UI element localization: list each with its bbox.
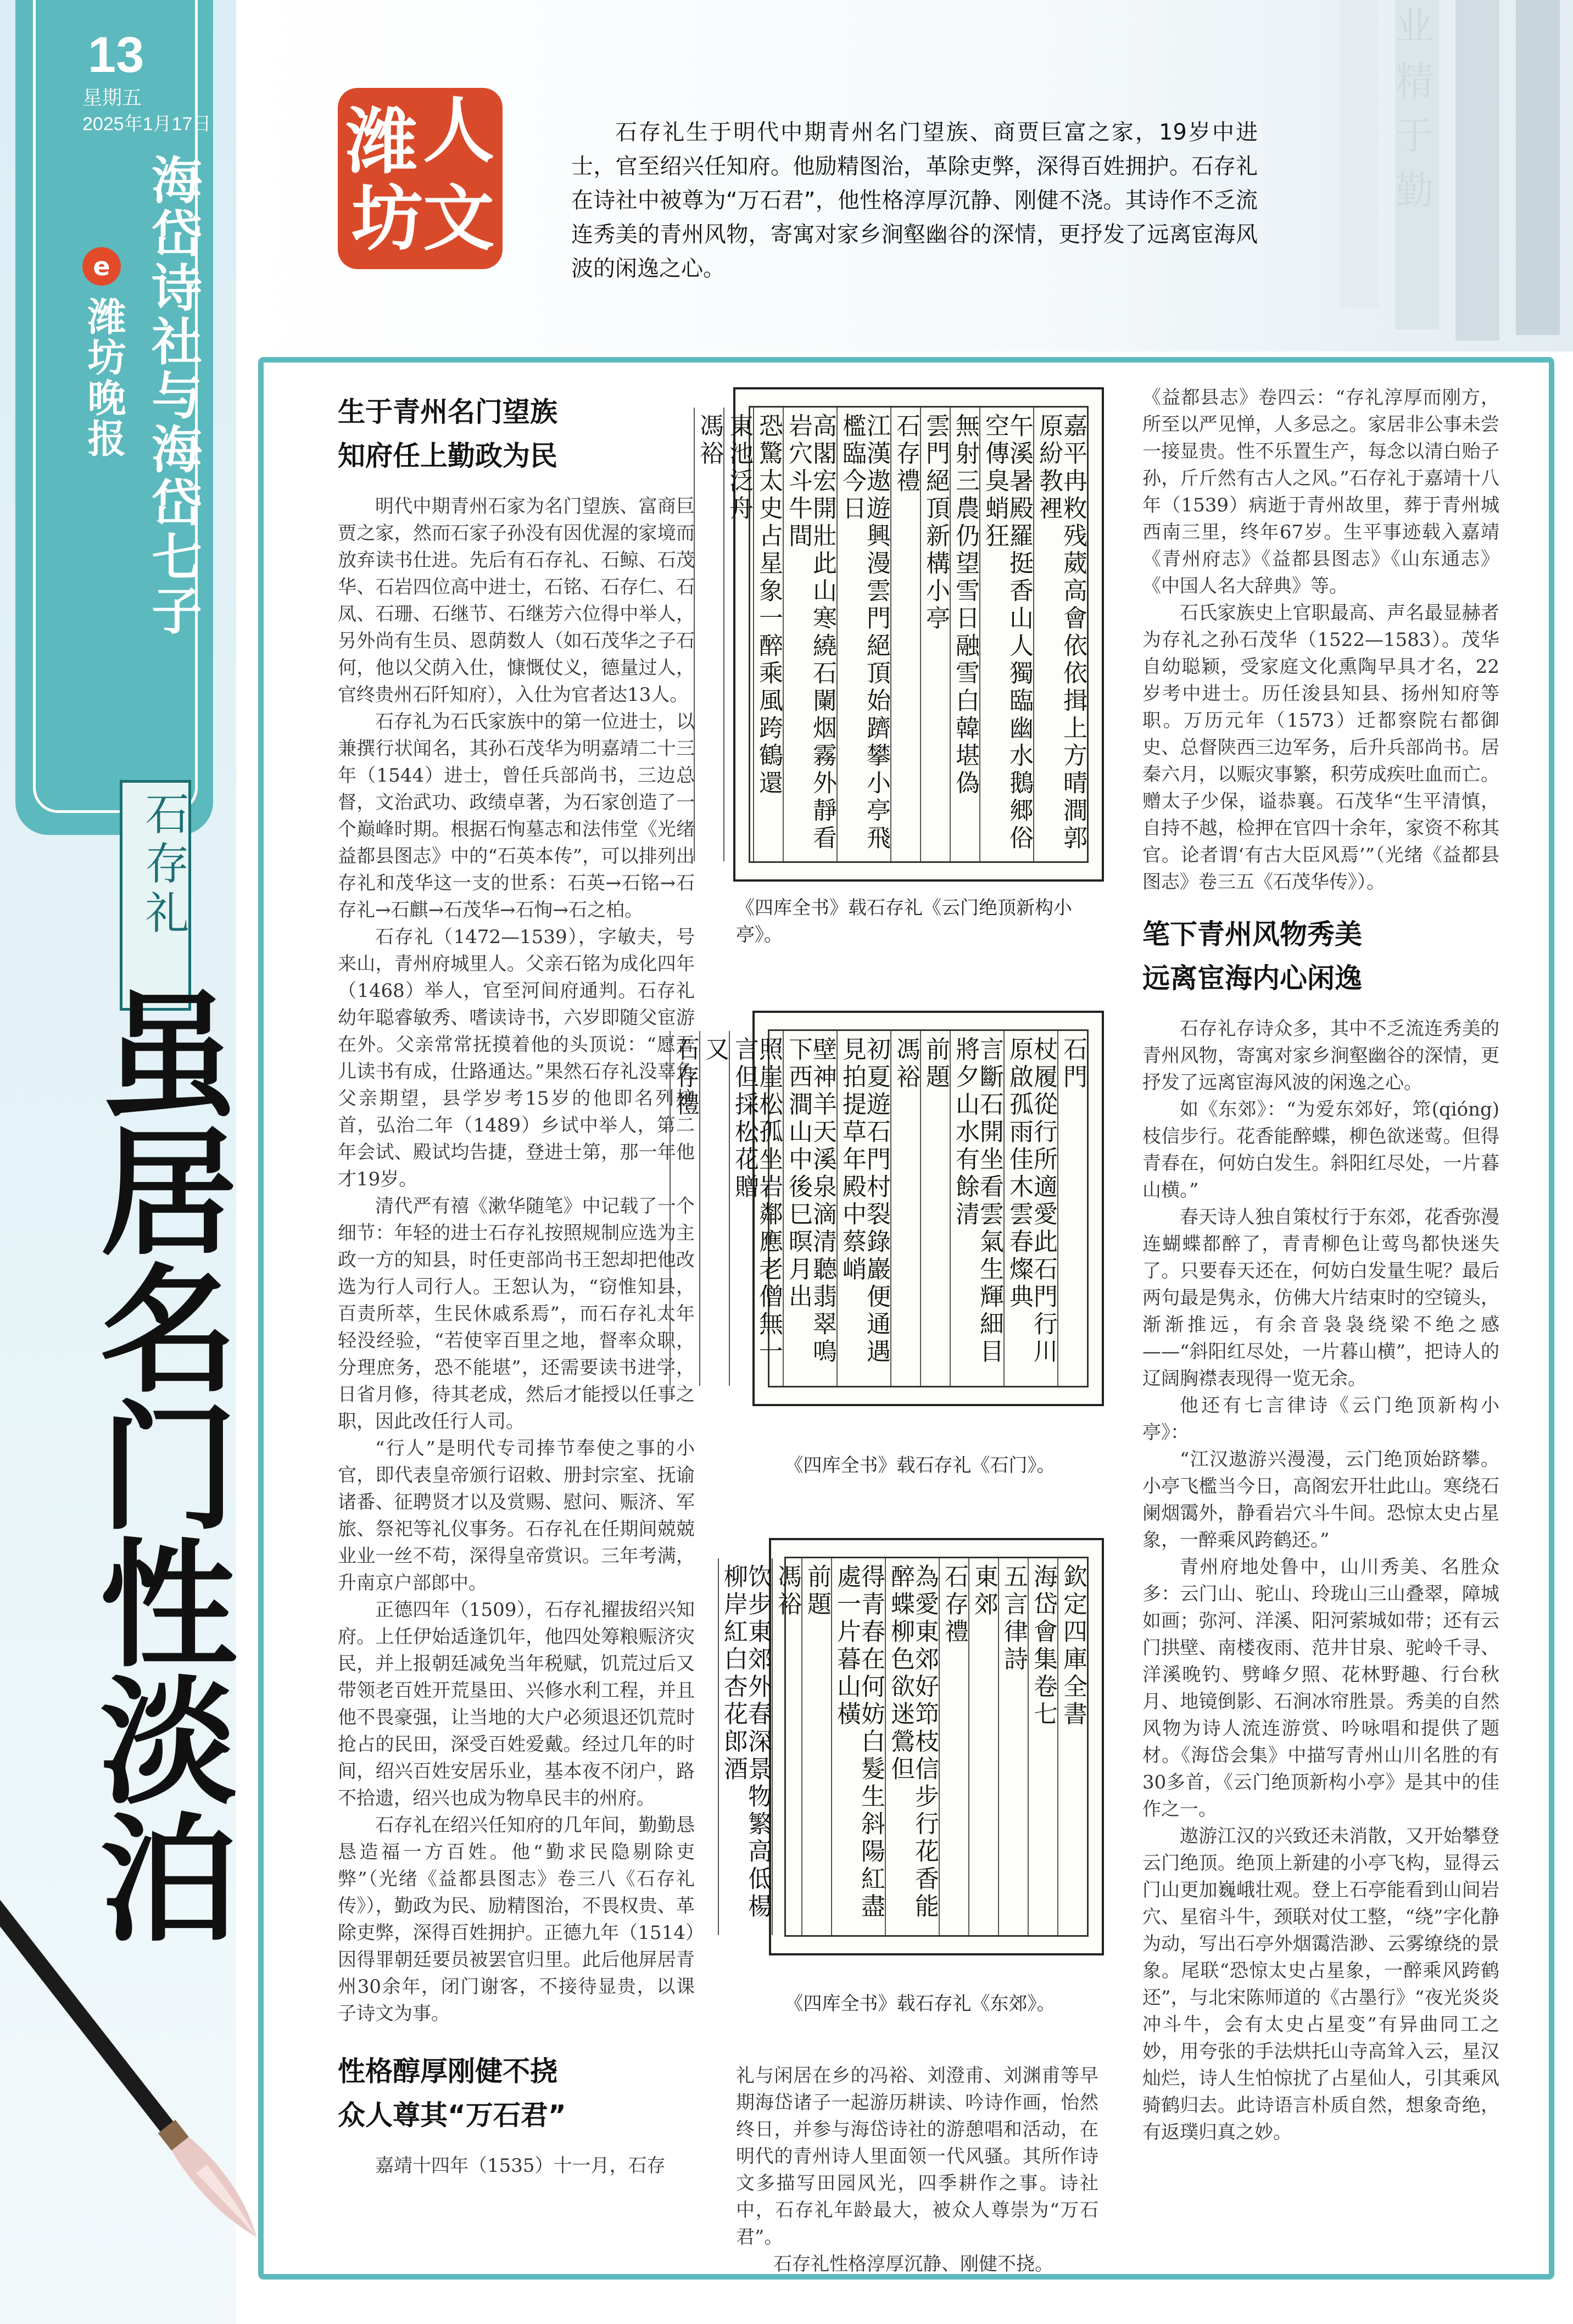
subheading-line: 知府任上勤政为民 [338, 440, 557, 472]
newspaper-logo-icon: e [82, 247, 121, 286]
caption-1: 《四库全书》载石存礼《云门绝顶新构小亭》。 [736, 897, 1072, 946]
paragraph: 正德四年（1509），石存礼擢拔绍兴知府。上任伊始适逢饥年，他四处筹粮赈济灾民，并上报朝廷减免当年税赋，饥荒过后又带领老百姓开荒垦田、兴修水利工程，并且他不畏豪强，让当地的大户必须退还饥荒时抢占的民田，深受百姓爱戴。经过几年的时间，绍兴百姓安居乐业，基本夜不闭户，路不拾遗，绍兴也成为物阜民丰的州府。 [338, 1599, 695, 1809]
paragraph: 石存礼（1472—1539），字敏夫，号来山，青州府城里人。父亲石铭为成化四年（1468）举人，官至河间府通判。石存礼幼年聪睿敏秀、嗜读诗书，六岁即随父宦游在外。父亲常常抚摸着他的头顶说：“愿吾儿读书有成，仕路通达。”果然石存礼没辜负父亲期望，县学岁考15岁的他即名列榜首，弘治二年（1489）乡试中举人，第二年会试、殿试均告捷，登进士第，那一年他才19岁。 [338, 926, 695, 1190]
page-number: 13 [88, 27, 144, 83]
caption-3: 《四库全书》载石存礼《东郊》。 [784, 1993, 1056, 2015]
scan-text-column: 欽定四庫全書 [1057, 1558, 1087, 1935]
column-title-char: 坊 [352, 177, 423, 260]
subheading-line: 众人尊其“万石君” [338, 2099, 566, 2131]
article-column-3 [736, 2063, 1098, 2278]
article-column-1 [338, 384, 695, 2180]
paragraph: 嘉靖十四年（1535）十一月，石存 [375, 2155, 666, 2177]
paragraph: 他还有七言律诗《云门绝顶新构小亭》： [1142, 1395, 1499, 1444]
scan-text-column: 東池泛舟 [723, 408, 753, 861]
newspaper-name: 潍坊晚报 [81, 297, 126, 459]
scan-text-column: 初夏遊石門村裂錄巖便通遇見拍提草年殿中蔡峭 [836, 1031, 890, 1386]
issue-date: 2025年1月17日 [82, 114, 211, 135]
scan-text-column: 饮步東郊外春深景物繁高低楊柳岸紅白杏花郎酒 [718, 1558, 772, 1935]
paragraph: 石存礼为石氏家族中的第一位进士，以兼撰行状闻名，其孙石茂华为明嘉靖二十三年（1544）进士，曾任兵部尚书，三边总督，文治武功、政绩卓著，为石家创造了一个巅峰时期。根据石恂墓志和法伟堂《光绪益都县图志》中的“石英本传”，可以排列出存礼和茂华这一支的世系：石英→石铭→石存礼→石麒→石茂华→石恂→石之柏。 [338, 711, 695, 921]
scan-text-column: 高閣宏開壯此山寒繞石闌烟霧外靜看岩穴斗牛間 [783, 408, 836, 861]
paragraph: 遨游江汉的兴致还未消散，又开始攀登云门绝顶。绝顶上新建的小亭飞构，显得云门山更加巍峨壮观。登上石亭能看到山间岩穴、星宿斗牛，颈联对仗工整，“绕”字化静为动，写出石亭外烟霭浩渺、云雾缭绕的景象。尾联“恐惊太史占星象，一醉乘风跨鹤还”，与北宋陈师道的《古墨行》“夜光炎炎冲斗牛，会有太史占星变”有异曲同工之妙，用夸张的手法烘托山寺高耸入云，星汉灿烂，诗人生怕惊扰了占星仙人，引其乘风骑鹤归去。此诗语言朴质自然，想象奇绝，有返璞归真之妙。 [1142, 1825, 1499, 2143]
scan-text-column: 又 [699, 1031, 729, 1386]
scan-image-3 [719, 1538, 1104, 1955]
scan-text-column: 東郊 [968, 1558, 998, 1935]
scan-text-column: 石門 [1057, 1031, 1087, 1386]
paragraph: 石存礼在绍兴任知府的几年间，勤勤恳恳造福一方百姓。他“勤求民隐剔除吏弊”（光绪《益都县图志》卷三八《石存礼传》），勤政为民、励精图治，不畏权贵、革除吏弊，深得百姓拥护。正德九年（1514）因得罪朝廷要员被罢官归里。此后他屏居青州30余年，闭门谢客，不接待显贵，以课子诗文为事。 [338, 1814, 695, 2025]
weekday: 星期五 [82, 86, 142, 109]
subheading-1 [338, 390, 695, 478]
scan-text-column: 前題 [801, 1558, 831, 1935]
scan-image-1 [695, 387, 1104, 882]
column-title-char: 潍 [346, 100, 418, 183]
intro-paragraph: 石存礼生于明代中期青州名门望族、商贾巨富之家，19岁中进士，官至绍兴任知府。他励精图治，革除吏弊，深得百姓拥护。石存礼在诗社中被尊为“万石君”，他性格淳厚沉静、刚健不浇。其诗作不乏流连秀美的青州风物，寄寓对家乡涧壑幽谷的深情，更抒发了远离宦海风波的闲逸之心。 [571, 120, 1258, 281]
pillars-illustration [1318, 0, 1573, 352]
scan-image-2 [671, 1011, 1104, 1406]
person-name: 石存礼 [138, 791, 189, 939]
scan-text-column: 海岱會集卷七 [1028, 1558, 1057, 1935]
paragraph: “江汉遨游兴漫漫，云门绝顶始跻攀。小亭飞檻当今日，高阁宏开壮此山。寒绕石阑烟霭外，静看岩穴斗牛间。恐惊太史占星象，一醉乘风跨鹤还。” [1142, 1448, 1499, 1551]
scan-text-column: 無射三農仍望雪日融雪白韓堪偽 [950, 408, 979, 861]
brush-illustration [0, 1813, 236, 2307]
scan-text-column: 壁神羊天溪泉滴清聽翡翠鳴下西澗山中後巳暝月出 [783, 1031, 836, 1386]
scan-text-column: 嘉平冉敉残葳高會依依揖上方晴澗郭原紛教裡 [1033, 408, 1087, 861]
scan-text-column: 石存禮 [890, 408, 920, 861]
subheading-3 [1142, 912, 1499, 1000]
scan-text-column: 五言律詩 [998, 1558, 1028, 1935]
subheading-2 [338, 2049, 695, 2137]
scan-text-column: 得青春在何妨白髮生斜陽紅盡處一片暮山橫 [831, 1558, 885, 1935]
column-title [346, 89, 500, 263]
paragraph: 《益都县志》卷四云：“存礼淳厚而刚方，所至以严见惮，人多忌之。家居非公事未尝一接显贵。性不乐置生产，每念以清白贻子孙，斤斤然有古人之风。”石存礼于嘉靖十八年（1539）病逝于青州故里，葬于青州城西南三里，终年67岁。生平事迹载入嘉靖《青州府志》《益都县图志》《山东通志》《中国人名大辞典》等。 [1142, 387, 1499, 597]
scan-text-column: 石存禮 [939, 1558, 968, 1935]
scan-text-column: 照崖松孤坐岩鄰應老僧無一言但採松花贈 [729, 1031, 783, 1386]
motto-watermark: 业精于勤 [1389, 5, 1434, 225]
subheading-line: 笔下青州风物秀美 [1142, 918, 1362, 950]
subheading-line: 远离宦海内心闲逸 [1142, 962, 1362, 994]
paragraph: 石存礼性格淳厚沉静、刚健不挠。 [773, 2253, 1053, 2275]
scan-text-column: 恐驚太史占星象一醉乘風跨鶴還 [753, 408, 783, 861]
scan-text-column: 言斷石開坐看雲氣生輝細目將夕山水有餘清 [950, 1031, 1003, 1386]
paragraph: 青州府地处鲁中，山川秀美、名胜众多：云门山、驼山、玲珑山三山叠翠，障城如画；弥河、洋溪、阳河萦城如带；还有云门拱壁、南楼夜雨、范井甘泉、驼岭千寻、洋溪晚钓、劈峰夕照、花林野趣、行台秋月、地镜倒影、石涧冰帘胜景。秀美的自然风物为诗人流连游赏、吟咏唱和提供了题材。《海岱会集》中描写青州山川名胜的有30多首，《云门绝顶新构小亭》是其中的佳作之一。 [1142, 1556, 1499, 1820]
scan-text-column: 馮裕 [890, 1031, 920, 1386]
headline: 虽居名门性淡泊 [77, 983, 237, 1944]
paragraph: 如《东郊》：“为爱东郊好，筇(qióng)枝信步行。花香能醉蝶，柳色欲迷莺。但得青春在，何妨白发生。斜阳红尽处，一片暮山横。” [1142, 1099, 1499, 1201]
scan-text-column: 午溪暑殿羅挺香山人獨臨幽水鵝郷俗空傳臭蛸狂 [979, 408, 1033, 861]
paragraph: 清代严有禧《漱华随笔》中记载了一个细节：年轻的进士石存礼按照规制应选为主政一方的知县，时任吏部尚书王恕却把他改选为行人司行人。王恕认为，“窃惟知县，百责所萃，生民休戚系焉”，而石存礼太年轻没经验，“若使宰百里之地，督率众职，分理庶务，恐不能堪”，还需要读书进学，日省月修，待其老成，然后才能授以任事之职，因此改任行人司。 [338, 1195, 695, 1433]
paragraph: 春天诗人独自策杖行于东郊，花香弥漫连蝴蝶都醉了，青青柳色让莺鸟都快迷失了。只要春天还在，何妨白发量生呢？最后两句最是隽永，仿佛大片结束时的空镜头，渐渐推远，有余音袅袅绕梁不绝之感——“斜阳红尽处，一片暮山横”，把诗人的辽阔胸襟表现得一览无余。 [1142, 1206, 1499, 1390]
subheading-line: 生于青州名门望族 [338, 396, 557, 428]
paragraph: 礼与闲居在乡的冯裕、刘澄甫、刘渊甫等早期海岱诸子一起游历耕读、吟诗作画，怡然终日，并参与海岱诗社的游憩唱和活动，在明代的青州诗人里面领一代风骚。其所作诗文多描写田园风光，四季耕作之事。诗社中，石存礼年龄最大，被众人尊崇为“万石君”。 [736, 2065, 1098, 2248]
paragraph: 石存礼存诗众多，其中不乏流连秀美的青州风物，寄寓对家乡涧壑幽谷的深情，更抒发了远离宦海风波的闲逸之心。 [1142, 1018, 1499, 1094]
scan-text-column: 馮裕 [772, 1558, 801, 1935]
article-column-4 [1142, 384, 1499, 2146]
season-label: 第二季 [335, 187, 354, 236]
scan-text-column: 杖履從行所適愛此石門行川原啟孤雨佳木雲春燦典 [1003, 1031, 1057, 1386]
scan-text-column: 雲門絕頂新構小亭 [920, 408, 950, 861]
column-title-char: 人 [423, 89, 495, 172]
scan-text-column: 為愛東郊好笻枝信步行花香能醉蝶柳色欲迷鶯但 [885, 1558, 939, 1935]
scan-text-column: 馮裕 [694, 408, 723, 861]
paragraph: 明代中期青州石家为名门望族、富商巨贾之家，然而石家子孙没有因优渥的家境而放弃读书仕进。先后有石存礼、石鲸、石茂华、石岩四位高中进士，石铭、石存仁、石凤、石珊、石继节、石继芳六位得中举人，另外尚有生员、恩荫数人（如石茂华之子石何，他以父荫入仕，慷慨仗义，德量过人，官终贵州石阡知府），入仕为官者达13人。 [338, 495, 695, 706]
paragraph: 石氏家族史上官职最高、声名最显赫者为存礼之孙石茂华（1522—1583）。茂华自幼聪颖，受家庭文化熏陶早具才名，22岁考中进士。历任浚县知县、扬州知府等职。万历元年（1573）迁都察院右都御史、总督陕西三边军务，后升兵部尚书。居秦六月，以赈灾事繁，积劳成疾吐血而亡。赠太子少保，谥恭襄。石茂华“生平清慎，自持不越，检押在官四十余年，家资不称其官。论者谓‘有古大臣风焉’”（光绪《益都县图志》卷三五《石茂华传》）。 [1142, 602, 1499, 893]
scan-text-column: 石存禮 [670, 1031, 699, 1386]
paragraph: “行人”是明代专司捧节奉使之事的小官，即代表皇帝颁行诏敕、册封宗室、抚谕诸番、征聘贤才以及赏赐、慰问、赈济、军旅、祭祀等礼仪事务。石存礼在任期间兢兢业业一丝不苟，深得皇帝赏识。三年考满，升南京户部郎中。 [338, 1437, 695, 1594]
subheading-line: 性格醇厚刚健不挠 [338, 2055, 557, 2087]
caption-2: 《四库全书》载石存礼《石门》。 [784, 1454, 1056, 1476]
scan-text-column: 江漢遨遊興漫雲門絕頂始躋攀小亭飛檻臨今日 [836, 408, 890, 861]
section-title: 海岱诗社与海岱七子 [143, 154, 202, 638]
column-title-char: 文 [423, 177, 495, 260]
scan-text-column: 前題 [920, 1031, 950, 1386]
